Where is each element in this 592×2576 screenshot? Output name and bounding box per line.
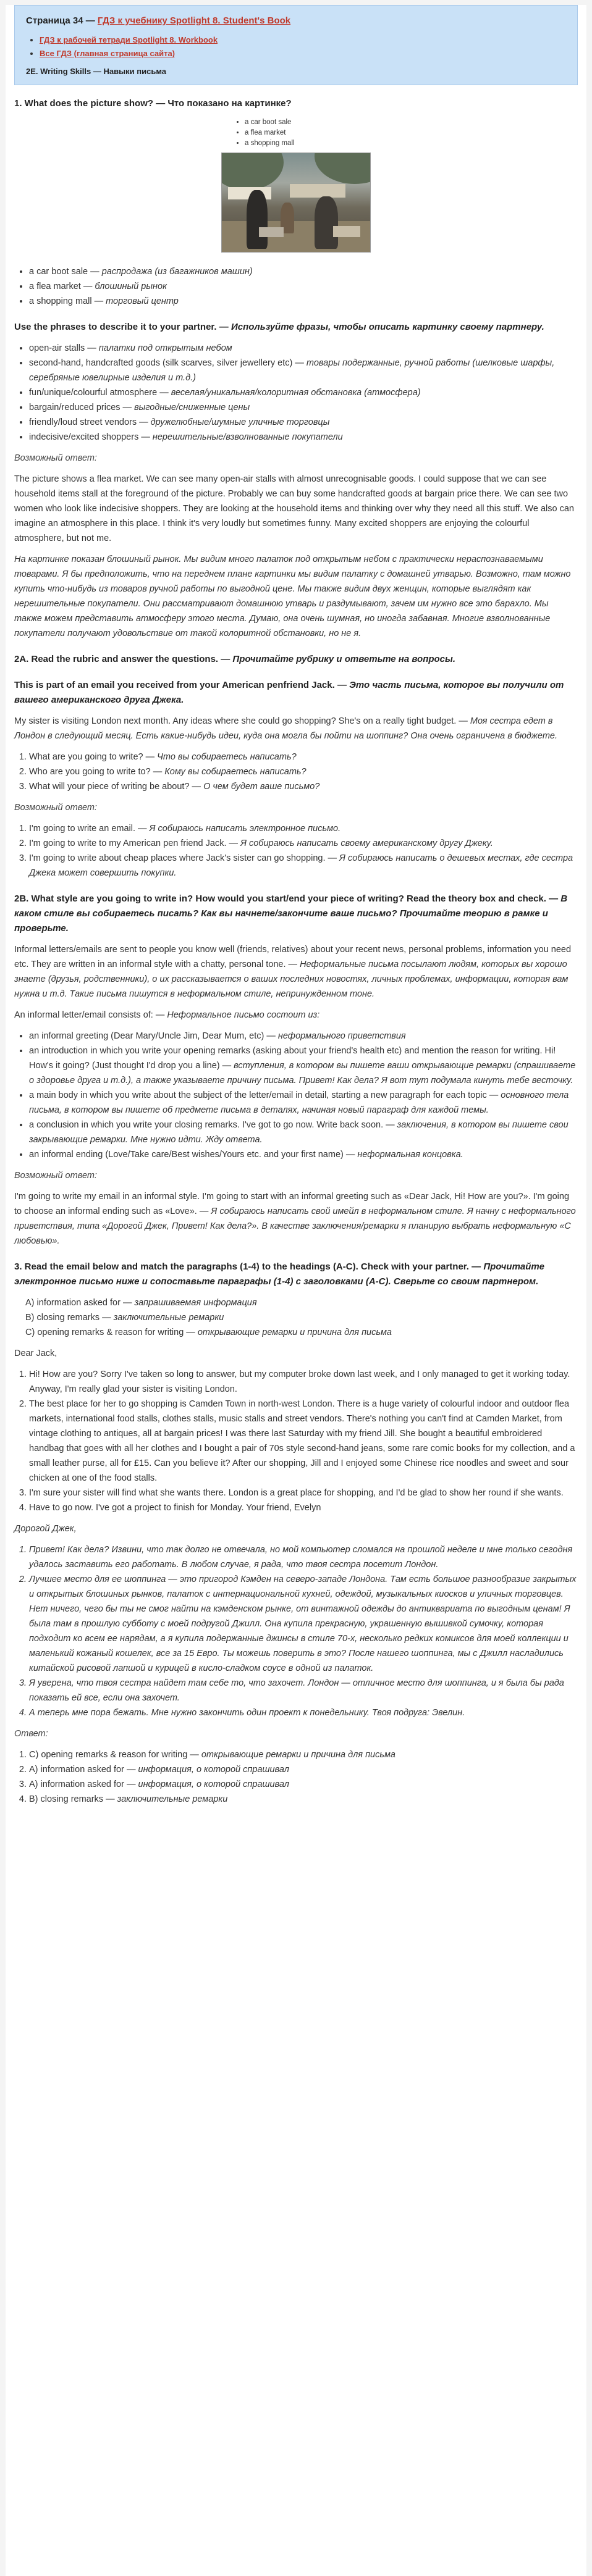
- list-item: [40, 33, 566, 47]
- list-item: 2. Лучшее место для ее шоппинга — это пригород Кэмден на северо-западе Лондона. Там есть большое разнообразие закрытых и открытых блошиных рынков, палаток с интернациональной кухней, одеждой, музыкальных киосков и уличных торговцев. Нет ничего, чего бы ты не смог найти на кэмденском рынке, от винтажной одежды до антиквариата по выгодным ценам! Я была там в прошлую субботу с моей подругой Джилл. Она купила прекрасную, украшенную вышивкой сумочку, которая подходит ко всем ее нарядам, а я купила подержанные джинсы в стиле 70-х, несколько редких комиксов для моей коллекции и маленький кожаный кошелек, все за 15 Евро. Ты можешь поверить в это? После нашего шоппинга, мы с Джилл насладились китайской рисовой лапшой и курицей в кисло-сладком соусе в одной из палаток.: [29, 1572, 578, 1676]
- q3-title: 3. Read the email below and match the paragraphs (1-4) to the headings (A-C). Check with your partner. — Прочитайте электронное письмо ниже и сопоставьте параграфы (1-4) с заголовками (A-C). Сверьте со своим партнером.: [14, 1261, 544, 1287]
- q2a-questions: [14, 750, 578, 794]
- list-item: 1. Hi! How are you? Sorry I've taken so long to answer, but my computer broke down last week, and I only managed to get it working today. Anyway, I'm really glad your sister is visiting London.: [29, 1367, 578, 1397]
- q2a-title: 2A. Read the rubric and answer the questions. — Прочитайте рубрику и ответьте на вопросы.: [14, 654, 456, 664]
- answer-label: Возможный ответ:: [14, 1171, 97, 1181]
- figure-list: [221, 117, 371, 149]
- list-item: • indecisive/excited shoppers — нерешительные/взволнованные покупатели: [29, 430, 578, 445]
- answer-label: Возможный ответ:: [14, 803, 97, 813]
- list-item: B) closing remarks — заключительные ремарки: [25, 1313, 224, 1323]
- list-item: 3. I'm sure your sister will find what she wants there. London is a great place for shopping, and I'd be glad to show her round if she wants.: [29, 1486, 578, 1500]
- home-link[interactable]: Все ГДЗ (главная страница сайта): [40, 49, 175, 58]
- list-item: • a shopping mall — торговый центр: [29, 294, 578, 309]
- answer-label: Ответ:: [14, 1729, 48, 1739]
- student-book-link[interactable]: ГДЗ к учебнику Spotlight 8. Student's Book: [97, 15, 291, 26]
- q2b-title: 2B. What style are you going to write in? How would you start/end your piece of writing? Read the theory box and check. — В каком стиле вы собираетесь писать? Как вы начнете/закончите ваше письмо? Прочитайте теорию в рамке и проверьте.: [14, 893, 568, 934]
- breadcrumb-prefix: Страница 34 —: [26, 15, 95, 26]
- answer-text-ru: На картинке показан блошиный рынок. Мы видим много палаток под открытым небом с практически нераспознаваемыми товарами. Я бы предположить, что на переднем плане картинки мы видим палатку с домашней утварью. Возможно, там можно купить что-нибудь из товаров ручной работы по выгодной цене. Мы также видим двух женщин, которые выглядят как нерешительные покупатели. Они рассматривают домашнюю утварь и раздумывают, зачем им нужно все это барахло. Мы также можем представить атмосферу этого места. Думаю, она очень шумная, но иногда забавная. Многие взволнованные покупатели получают удовольствие от такой колоритной обстановки, но не я.: [14, 554, 571, 638]
- email-paragraphs-ru: [14, 1542, 578, 1720]
- q1-list: [14, 264, 578, 309]
- q3-headings: [14, 1295, 578, 1340]
- list-item: • open-air stalls — палатки под открытым небом: [29, 341, 578, 356]
- list-item: A) information asked for — запрашиваемая информация: [25, 1298, 257, 1308]
- email-paragraphs: [14, 1367, 578, 1515]
- list-item: • fun/unique/colourful atmosphere — веселая/уникальная/колоритная обстановка (атмосфера): [29, 385, 578, 400]
- list-item: • an informal greeting (Dear Mary/Uncle Jim, Dear Mum, etc) — неформального приветствия: [29, 1029, 578, 1043]
- list-item: • bargain/reduced prices — выгодные/сниженные цены: [29, 400, 578, 415]
- list-item: 2. I'm going to write to my American pen friend Jack. — Я собираюсь написать своему американскому другу Джеку.: [29, 836, 578, 851]
- list-item: • an introduction in which you write your opening remarks (asking about your friend's health etc) and mention the reason for writing. Hi! How's it going? (Just thought I'd drop you a line) — вступления, в котором вы пишете ваши открывающие ремарки (спрашиваете о здоровье друга и т.д.), а также указываете причину письма. Привет! Как дела? Я вот тут подумала кинуть тебе весточку.: [29, 1043, 578, 1088]
- phrases-list: [14, 341, 578, 445]
- q2a-intro: This is part of an email you received from your American penfriend Jack. — Это часть письма, которое вы получили от вашего американского друга Джека.: [14, 680, 564, 705]
- answer-label: Возможный ответ:: [14, 453, 97, 463]
- figure-item: • a flea market: [245, 128, 371, 138]
- rubric-text: My sister is visiting London next month. Any ideas where she could go shopping? She's on a really tight budget. — Моя сестра едет в Лондон в следующий месяц. Есть какие-нибудь идеи, куда она могла бы пойти на шоппинг? Она очень ограничена в бюджете.: [14, 716, 557, 741]
- list-item: 3. I'm going to write about cheap places where Jack's sister can go shopping. — Я собираюсь написать о дешевых местах, где сестра Джека может совершить покупки.: [29, 851, 578, 880]
- list-item: 1. C) opening remarks & reason for writing — открывающие ремарки и причина для письма: [29, 1747, 578, 1762]
- list-item: • a main body in which you write about the subject of the letter/email in detail, starting a new paragraph for each topic — основного тела письма, в котором вы пишете об предмете письма в деталях, начиная новый параграф для каждой темы.: [29, 1088, 578, 1118]
- theory-text: Informal letters/emails are sent to people you know well (friends, relatives) about your recent news, personal problems, information you need etc. They are written in an informal style with a chatty, personal tone. — Неформальные письма посылают людям, которых вы хорошо знаете (друзья, родственники), о их рассказывается о ваших последних новостях, личных проблемах, информации, которая вам нужна и т.д. Такие письма пишутся в неформальном стиле, непринужденном тоне.: [14, 945, 572, 999]
- figure-item: • a car boot sale: [245, 117, 371, 128]
- consists-text: An informal letter/email consists of: — Неформальное письмо состоит из:: [14, 1010, 320, 1020]
- list-item: 3. What will your piece of writing be about? — О чем будет ваше письмо?: [29, 779, 578, 794]
- list-item: 4. B) closing remarks — заключительные ремарки: [29, 1792, 578, 1807]
- list-item: 2. Who are you going to write to? — Кому вы собираетесь написать?: [29, 764, 578, 779]
- list-item: C) opening remarks & reason for writing — открывающие ремарки и причина для письма: [25, 1328, 392, 1337]
- header-links: [26, 33, 566, 61]
- workbook-link[interactable]: ГДЗ к рабочей тетради Spotlight 8. Workbook: [40, 35, 218, 44]
- header-box: [14, 5, 578, 85]
- answer-text: I'm going to write my email in an informal style. I'm going to start with an informal greeting such as «Dear Jack, Hi! How are you?». I'm going to choose an informal ending such as «Love». — Я собираюсь написать свой имейл в неформальном стиле. Я начну с неформального приветствия, типа «Дорогой Джек, Привет! Как дела?». В качестве заключения/ремарки я планирую выбрать неформальную «С любовью».: [14, 1192, 576, 1246]
- breadcrumb: [26, 15, 566, 26]
- q3-answers: [14, 1747, 578, 1807]
- phrases-title: Use the phrases to describe it to your partner. — Используйте фразы, чтобы описать картинку своему партнеру.: [14, 322, 544, 332]
- list-item: 1. What are you going to write? — Что вы собираетесь написать?: [29, 750, 578, 764]
- q2a-answers: [14, 821, 578, 880]
- list-item: • a flea market — блошиный рынок: [29, 279, 578, 294]
- list-item: • a car boot sale — распродажа (из багажников машин): [29, 264, 578, 279]
- q2b-parts: [14, 1029, 578, 1162]
- list-item: 4. А теперь мне пора бежать. Мне нужно закончить один проект к понедельнику. Твоя подруга: Эвелин.: [29, 1705, 578, 1720]
- flea-market-photo: [221, 153, 371, 253]
- list-item: 1. Привет! Как дела? Извини, что так долго не отвечала, но мой компьютер сломался на прошлой неделе и мне только сегодня удалось заставить его работать. В любом случае, я рада, что твоя сестра посетит Лондон.: [29, 1542, 578, 1572]
- list-item: • second-hand, handcrafted goods (silk scarves, silver jewellery etc) — товары подержанные, ручной работы (шелковые шарфы, серебряные ювелирные изделия и т.д.): [29, 356, 578, 385]
- list-item: 2. A) information asked for — информация, о которой спрашивал: [29, 1762, 578, 1777]
- list-item: 3. Я уверена, что твоя сестра найдет там себе то, что захочет. Лондон — отличное место для шоппинга, и я была бы рада показать ей все, если она захочет.: [29, 1676, 578, 1705]
- answer-text-en: The picture shows a flea market. We can see many open-air stalls with almost unrecognisable goods. I could suppose that we can see household items stall at the foreground of the picture. Probably we can buy some handcrafted goods at bargain price there. We can see two women who look like indecisive shoppers. They are looking at the household items and thinking over why they need all this stuff. We also can imagine an atmosphere in this place. I think it's very loudly but sometimes funny. Many excited shoppers are enjoying the colourful atmosphere, but not me.: [14, 474, 574, 543]
- figure: [14, 117, 578, 256]
- section-subtitle: 2E. Writing Skills — Навыки письма: [26, 67, 167, 76]
- q1-title: 1. What does the picture show? — Что показано на картинке?: [14, 98, 292, 109]
- list-item: • a conclusion in which you write your closing remarks. I've got to go now. Write back soon. — заключения, в котором вы пишете свои закрывающие ремарки. Мне нужно идти. Жду ответа.: [29, 1118, 578, 1147]
- list-item: [40, 47, 566, 61]
- list-item: 4. Have to go now. I've got a project to finish for Monday. Your friend, Evelyn: [29, 1500, 578, 1515]
- list-item: 3. A) information asked for — информация, о которой спрашивал: [29, 1777, 578, 1792]
- list-item: 2. The best place for her to go shopping is Camden Town in north-west London. There is a huge variety of colourful indoor and outdoor flea markets, international food stalls, clothes stalls, music stalls and street vendors. There's nothing you can't find at Camden Market, from vintage clothing to antiques, all at bargain prices! I was there last Saturday with my friend Jill. She bought a beautiful embroidered handbag that goes with all her clothes and I bought a pair of 70s style second-hand jeans, some rare comic books for my collection, and a small leather purse, all for £15. Can you believe it? After our shopping, Jill and I enjoyed some Chinese rice noodles and sweet and sour chicken at one of the food stalls.: [29, 1397, 578, 1486]
- email-greeting: Dear Jack,: [14, 1349, 57, 1358]
- list-item: 1. I'm going to write an email. — Я собираюсь написать электронное письмо.: [29, 821, 578, 836]
- list-item: • an informal ending (Love/Take care/Best wishes/Yours etc. and your first name) — неформальная концовка.: [29, 1147, 578, 1162]
- email-greeting-ru: Дорогой Джек,: [14, 1524, 77, 1534]
- list-item: • friendly/loud street vendors — дружелюбные/шумные уличные торговцы: [29, 415, 578, 430]
- page: [6, 5, 586, 2576]
- figure-item: • a shopping mall: [245, 138, 371, 149]
